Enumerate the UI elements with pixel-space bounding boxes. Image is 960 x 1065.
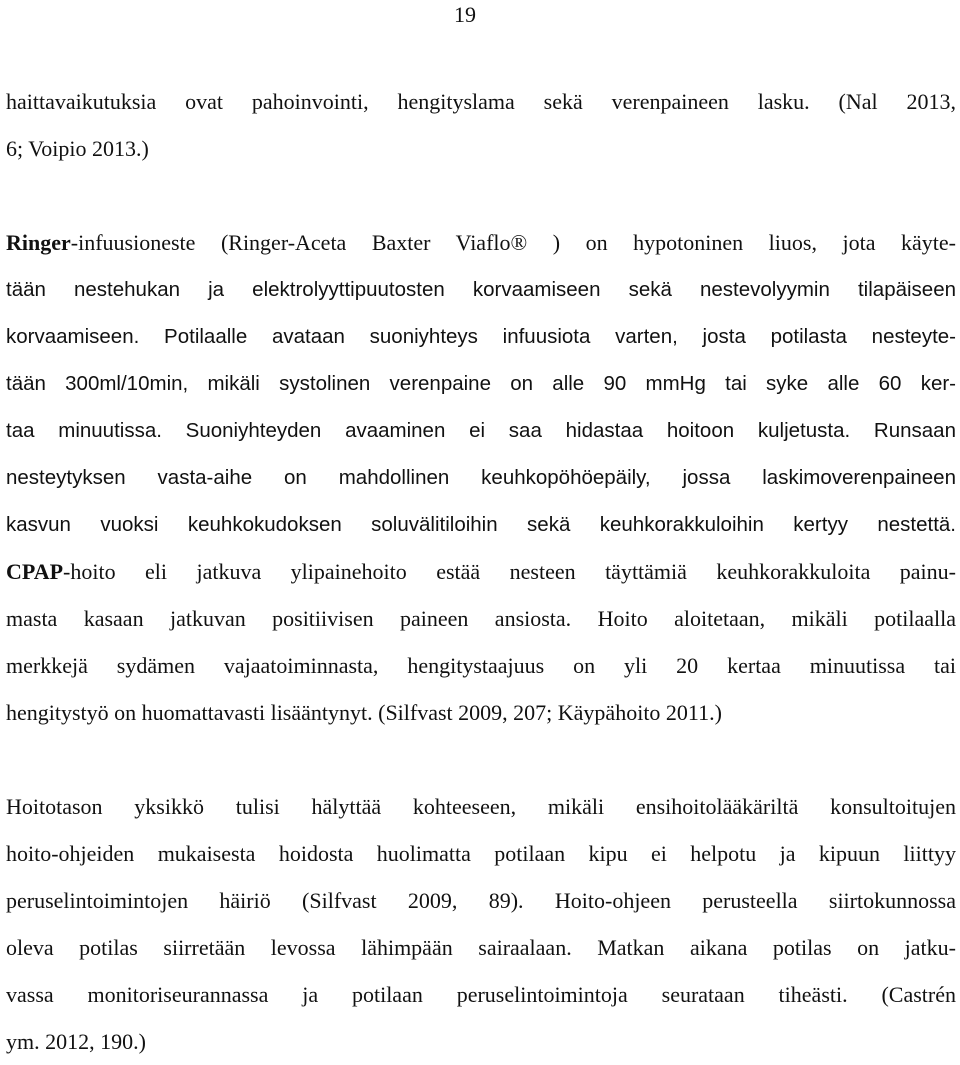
text-line <box>6 548 956 595</box>
text-line: korvaamiseen. Potilaalle avataan suoniyhteys infuusiota varten, josta potilasta nesteyte- <box>6 325 956 348</box>
text-line: merkkejä sydämen vajaatoiminnasta, hengitystaajuus on yli 20 kertaa minuutissa tai <box>6 653 956 678</box>
text-line: haittavaikutuksia ovat pahoinvointi, hengityslama sekä verenpaineen lasku. (Nal 2013, <box>6 89 956 114</box>
text-line: masta kasaan jatkuvan positiivisen paineen ansiosta. Hoito aloitetaan, mikäli potilaalla <box>6 606 956 631</box>
text-line: tään 300ml/10min, mikäli systolinen verenpaine on alle 90 mmHg tai syke alle 60 ker- <box>6 372 956 395</box>
paragraph-care-level <box>6 783 956 1065</box>
text-line: kasvun vuoksi keuhkokudoksen soluvälitiloihin sekä keuhkorakkuloihin kertyy nestettä. <box>6 513 956 536</box>
text-fragment: -infuusioneste (Ringer-Aceta Baxter Viaflo® ) on hypotoninen liuos, jota käyte- <box>70 230 956 255</box>
text-line: tään nestehukan ja elektrolyyttipuutosten korvaamiseen sekä nestevolyymin tilapäiseen <box>6 278 956 301</box>
text-line: taa minuutissa. Suoniyhteyden avaaminen ei saa hidastaa hoitoon kuljetusta. Runsaan <box>6 419 956 442</box>
paragraph-ringer-cpap <box>6 219 956 736</box>
text-line: peruselintoimintojen häiriö (Silfvast 2009, 89). Hoito-ohjeen perusteella siirtokunnossa <box>6 888 956 913</box>
term-ringer: Ringer <box>6 230 71 255</box>
term-cpap: CPAP <box>6 559 64 584</box>
text-line: hengitystyö on huomattavasti lisääntynyt. (Silfvast 2009, 207; Käypähoito 2011.) <box>6 700 722 725</box>
paragraph-gap <box>6 736 956 783</box>
text-line <box>6 219 956 266</box>
text-line: hoito-ohjeiden mukaisesta hoidosta huolimatta potilaan kipu ei helpotu ja kipuun liittyy <box>6 841 956 866</box>
page-number: 19 <box>454 2 476 27</box>
document-body <box>6 78 956 1065</box>
paragraph-gap <box>6 172 956 219</box>
text-line: 6; Voipio 2013.) <box>6 136 149 161</box>
text-line: ym. 2012, 190.) <box>6 1029 146 1054</box>
text-line: nesteytyksen vasta-aihe on mahdollinen keuhkopöhöepäily, jossa laskimoverenpaineen <box>6 466 956 489</box>
text-line: Hoitotason yksikkö tulisi hälyttää kohteeseen, mikäli ensihoitolääkäriltä konsultoitujen <box>6 794 956 819</box>
text-line: vassa monitoriseurannassa ja potilaan peruselintoimintoja seurataan tiheästi. (Castrén <box>6 982 956 1007</box>
paragraph-adverse-effects <box>6 78 956 172</box>
text-fragment: -hoito eli jatkuva ylipainehoito estää nesteen täyttämiä keuhkorakkuloita painu- <box>63 559 956 584</box>
text-line: oleva potilas siirretään levossa lähimpään sairaalaan. Matkan aikana potilas on jatku- <box>6 935 956 960</box>
